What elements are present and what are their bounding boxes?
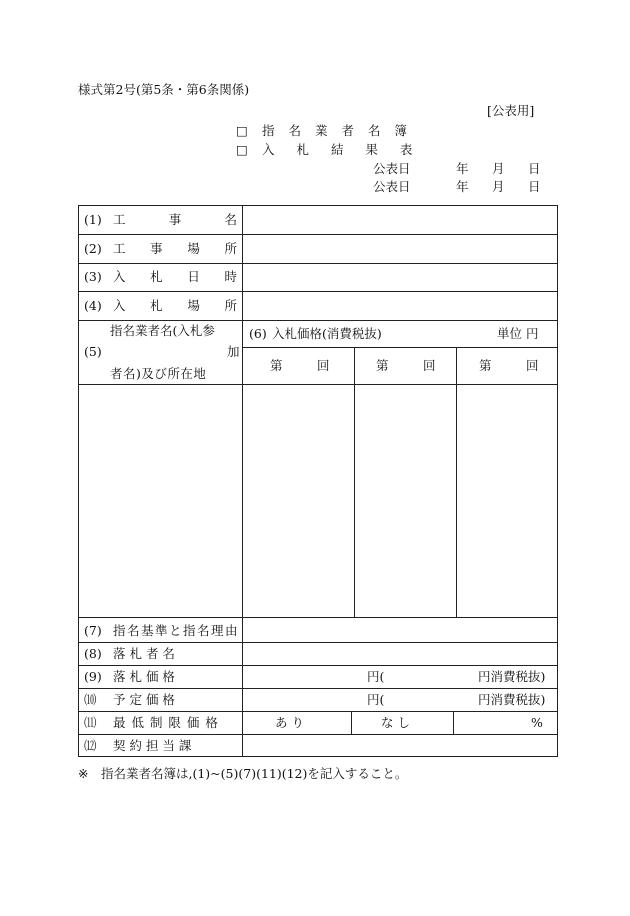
date-day: 日 [528, 161, 541, 176]
date-year: 年 [456, 179, 469, 194]
column-divider [456, 347, 457, 617]
row-number: (1) [84, 212, 102, 227]
row-divider [79, 234, 557, 235]
title-designated-contractor-list: 指 名 業 者 名 簿 [262, 123, 412, 138]
row-number: (5) [84, 344, 102, 359]
label-designation-criteria: 指名基準と指名理由 [113, 623, 240, 638]
percent-sign: % [531, 715, 543, 730]
label-char: 日 [187, 269, 200, 284]
round-label-second: 第 [376, 358, 389, 373]
label-char: 工 [113, 212, 126, 227]
row-divider [79, 688, 557, 689]
row-number: (2) [84, 241, 102, 256]
date-month: 月 [492, 161, 505, 176]
label-contract-department: 契 約 担 当 課 [113, 738, 192, 753]
round-label-second: 回 [423, 358, 436, 373]
row-number: (3) [84, 269, 102, 284]
yen-excl-tax: 円消費税抜) [478, 692, 546, 707]
checkbox-designated-list: □ [236, 123, 248, 138]
row-number: ⑽ [84, 692, 97, 707]
label-winning-price: 落 札 価 格 [113, 669, 175, 684]
row-number: (6) [249, 326, 267, 341]
label-char: 工 [113, 241, 126, 256]
label-char: 事 [150, 241, 163, 256]
yen-open: 円( [367, 692, 385, 707]
column-divider [453, 711, 454, 734]
label-char: 入 [113, 269, 126, 284]
footnote-text: 指名業者名簿は,(1)~(5)(7)(11)(12)を記入すること。 [101, 766, 408, 781]
label-designated-contractor-line2: 加 [227, 344, 240, 359]
yen-open: 円( [367, 669, 385, 684]
label-designated-contractor-line1: 指名業者名(入札参 [110, 323, 215, 338]
title-bid-results-table: 入 札 結 果 表 [262, 142, 422, 157]
label-char: 所 [224, 298, 237, 313]
form-number: 様式第2号(第5条・第6条関係) [78, 82, 250, 97]
row-divider [242, 347, 557, 348]
label-char: 札 [150, 269, 163, 284]
label-char: 時 [224, 269, 237, 284]
column-divider [242, 206, 243, 756]
date-day: 日 [528, 179, 541, 194]
row-number: ⑿ [84, 738, 97, 753]
date-month: 月 [492, 179, 505, 194]
label-char: 名 [224, 212, 237, 227]
public-use-tag: [公表用] [487, 103, 535, 118]
label-bid-price: 入札価格(消費税抜) [272, 326, 382, 341]
column-divider [351, 711, 352, 734]
row-number: (4) [84, 298, 102, 313]
row-divider [79, 291, 557, 292]
label-construction-name [113, 212, 237, 228]
label-char: 入 [113, 298, 126, 313]
row-divider [79, 665, 557, 666]
label-char: 事 [168, 212, 182, 227]
row-divider [79, 642, 557, 643]
label-minimum-price: 最 低 制 限 価 格 [113, 715, 219, 730]
option-yes: あ り [275, 715, 304, 730]
label-bid-datetime [113, 269, 237, 285]
label-construction-site [113, 241, 237, 257]
label-unit-yen: 単位 円 [497, 326, 539, 341]
row-number: (8) [84, 646, 102, 661]
row-divider [79, 617, 557, 618]
label-char: 札 [150, 298, 163, 313]
row-number: (7) [84, 623, 102, 638]
label-char: 場 [187, 241, 200, 256]
row-divider [79, 711, 557, 712]
form-table [78, 205, 558, 757]
label-bid-location [113, 298, 237, 314]
row-number: ⑾ [84, 715, 97, 730]
round-label-third: 回 [526, 358, 539, 373]
publication-date-label: 公表日 [373, 161, 411, 176]
date-year: 年 [456, 161, 469, 176]
round-label-first: 第 [270, 358, 283, 373]
checkbox-bid-results: □ [236, 142, 248, 157]
yen-excl-tax: 円消費税抜) [478, 669, 546, 684]
round-label-third: 第 [479, 358, 492, 373]
publication-date-label: 公表日 [373, 179, 411, 194]
label-char: 場 [187, 298, 200, 313]
row-number: (9) [84, 669, 102, 684]
row-divider [79, 263, 557, 264]
round-label-first: 回 [317, 358, 330, 373]
row-divider [79, 384, 557, 385]
row-divider [79, 734, 557, 735]
option-no: な し [381, 715, 410, 730]
column-divider [354, 347, 355, 617]
label-winning-bidder: 落 札 者 名 [113, 646, 175, 661]
row-divider [79, 320, 557, 321]
footnote-mark: ※ [78, 766, 89, 781]
label-planned-price: 予 定 価 格 [113, 692, 175, 707]
label-designated-contractor-line3: 者名)及び所在地 [110, 366, 207, 381]
label-char: 所 [224, 241, 237, 256]
